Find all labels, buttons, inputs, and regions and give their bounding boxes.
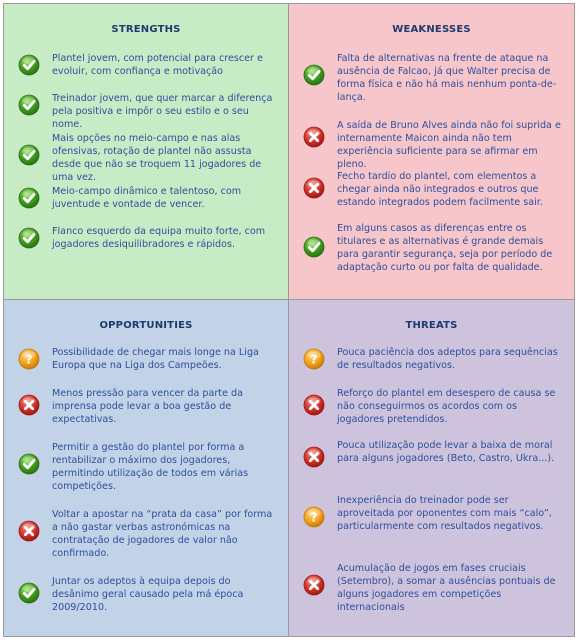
check-icon [18,94,40,116]
opportunities-quadrant [4,300,289,636]
opportunity-text: Possibilidade de chegar mais longe na Liga Europa que na Liga dos Campeões. [52,347,259,371]
check-icon [18,54,40,76]
opportunities-title: OPPORTUNITIES [99,320,193,331]
check-icon [303,236,325,258]
cross-icon [303,177,325,199]
cross-icon [303,446,325,468]
opportunity-text: Voltar a apostar na “prata da casa” por forma a não gastar verbas astronómicas na contratação de jogadores de valor não confirmado. [52,509,273,559]
threats-quadrant [289,300,574,636]
cross-icon [303,574,325,596]
check-icon [18,144,40,166]
strength-text: Treinador jovem, que quer marcar a diferença pela positiva e impôr o seu estilo e o seu nome. [52,93,273,130]
weakness-text: Em alguns casos as diferenças entre os titulares e as alternativas é grande demais para garantir segurança, seja por período de adaptação curto ou por falta de qualidade. [337,223,553,273]
cross-icon [303,394,325,416]
opportunity-text: Menos pressão para vencer da parte da imprensa pode levar a boa gestão de expectativas. [52,388,243,425]
opportunity-text: Permitir a gestão do plantel por forma a rentabilizar o máximo dos jogadores, permitindo utilização de todos em várias competições. [52,442,249,492]
strength-text: Meio-campo dinâmico e talentoso, com juventude e vontade de vencer. [52,186,242,210]
weakness-text: Fecho tardio do plantel, com elementos a chegar ainda não integrados e outros que estando integrados podem facilmente sair. [337,171,543,208]
threat-text: Pouca paciência dos adeptos para sequências de resultados negativos. [337,347,558,371]
check-icon [18,187,40,209]
threats-title: THREATS [405,320,458,331]
strength-text: Mais opções no meio-campo e nas alas ofensivas, rotação de plantel não assusta desde que não se troquem 11 jogadores de uma vez. [52,133,262,183]
cross-icon [18,520,40,542]
strengths-quadrant [4,4,289,300]
question-icon [18,348,40,370]
question-icon [303,348,325,370]
threat-text: Reforço do plantel em desespero de causa se não conseguirmos os acordos com os jogadores pretendidos. [337,388,556,425]
cross-icon [18,394,40,416]
check-icon [303,64,325,86]
weaknesses-title: WEAKNESSES [392,24,471,35]
check-icon [18,453,40,475]
check-icon [18,227,40,249]
svg-text:?: ? [25,352,33,367]
svg-text:?: ? [310,352,318,367]
question-icon [303,506,325,528]
threat-text: Acumulação de jogos em fases cruciais (Setembro), a somar a ausências pontuais de alguns jogadores em competições internacionais [337,563,556,613]
weakness-text: A saída de Bruno Alves ainda não foi suprida e internamente Maicon ainda não tem experiência suficiente para se afirmar em pleno. [337,120,561,170]
svg-text:?: ? [310,510,318,525]
opportunity-text: Juntar os adeptos à equipa depois do desânimo geral causado pela má época 2009/2010. [52,576,244,613]
cross-icon [303,126,325,148]
strength-text: Flanco esquerdo da equipa muito forte, com jogadores desiquilibradores e rápidos. [52,226,266,250]
strength-text: Plantel jovem, com potencial para crescer e evoluir, com confiança e motivação [52,53,263,77]
swot-grid [3,3,575,637]
check-icon [18,582,40,604]
threat-text: Pouca utilização pode levar a baixa de moral para alguns jogadores (Beto, Castro, Ukra...). [337,440,555,464]
strengths-title: STRENGTHS [111,24,181,35]
threat-text: Inexperiência do treinador pode ser aproveitada por oponentes com mais “calo”, particularmente com resultados negativos. [337,495,552,532]
weaknesses-quadrant [289,4,574,300]
weakness-text: Falta de alternativas na frente de ataque na ausência de Falcao, já que Walter precisa de forma física e não há mais nenhum ponta-de-lança. [337,53,557,103]
